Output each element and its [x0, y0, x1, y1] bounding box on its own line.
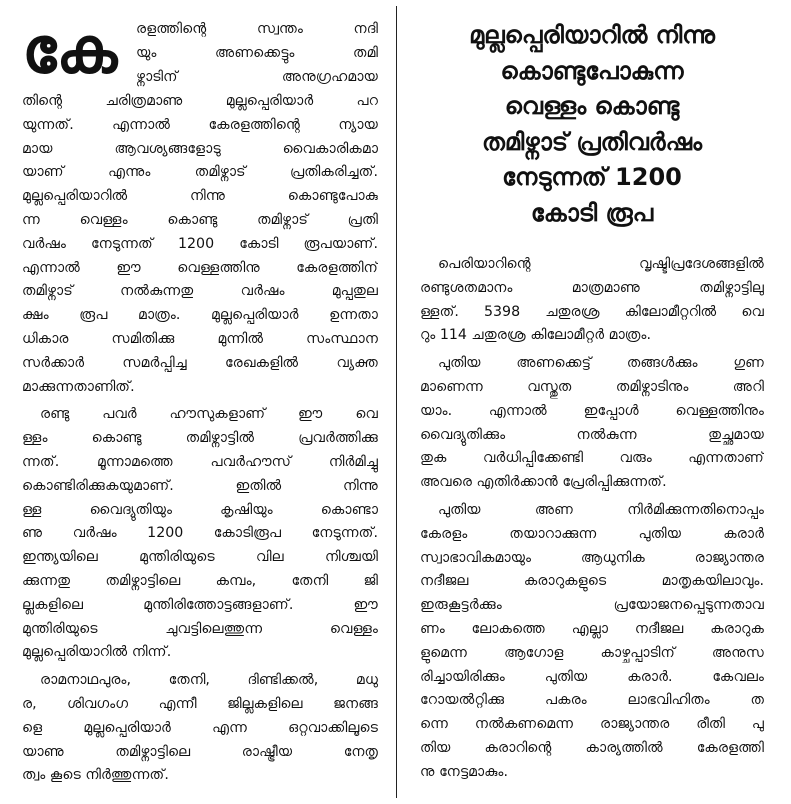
- text-line: ത്വം കൂടെ നിർത്തുന്നത്.: [22, 767, 169, 784]
- text-line: ല്ലകളിലെ മുന്തിരിത്തോട്ടങ്ങളാണ്. ഈ: [22, 596, 378, 613]
- text-line: ണം ലോകത്തെ എല്ലാ നദീജല കരാറുക: [420, 620, 764, 637]
- paragraph: [420, 352, 764, 495]
- text-line: യും അണക്കെട്ടും തമി: [136, 44, 378, 61]
- text-line: എന്നാൽ ഈ വെള്ളത്തിനു കേരളത്തിന്: [22, 259, 378, 276]
- text-line: സ്വാഭാവികമായും ആധുനിക രാജ്യാന്തര: [420, 549, 764, 566]
- text-line: യുന്നത്. എന്നാൽ കേരളത്തിന്റെ ന്യായ: [22, 116, 378, 133]
- text-line: ഇരുകൂട്ടർക്കും പ്രയോജനപ്പെടുന്നതാവ: [420, 597, 764, 614]
- text-line: രളത്തിന്റെ സ്വന്തം നദി: [136, 21, 378, 37]
- column-divider: [396, 6, 397, 798]
- text-line: മുന്തിരിയുടെ ചുവട്ടിലെത്തുന്ന വെള്ളം: [22, 620, 378, 637]
- text-line: തിന്റെ ചരിത്രമാണു മുല്ലപ്പെരിയാർ പറ: [22, 93, 378, 109]
- paragraph: [22, 669, 378, 788]
- text-line: യാം. എന്നാൽ ഇപ്പോൾ വെള്ളത്തിനും: [420, 402, 764, 419]
- headline-line: നേടുന്നത് 1200: [502, 163, 682, 191]
- text-line: ഴ്നാടിന് അനുഗ്രഹമായ: [136, 68, 378, 85]
- text-line: വർഷം നേടുന്നത് 1200 കോടി രൂപയാണ്.: [22, 235, 378, 252]
- text-line: ളെ മുല്ലപ്പെരിയാർ എന്ന ഒറ്റവാക്കിലൂടെ: [22, 719, 378, 736]
- text-line: ധികാര സമിതിക്കു മുന്നിൽ സംസ്ഥാന: [22, 330, 378, 347]
- text-line: ള്ളം കൊണ്ടു തമിഴ്നാട്ടിൽ പ്രവർത്തിക്കു: [22, 430, 378, 447]
- text-line: കേരളം തയാറാക്കുന്ന പുതിയ കരാർ: [420, 525, 764, 542]
- drop-cap: കേ: [22, 14, 118, 88]
- text-line: രാമനാഥപുരം, തേനി, ദിണ്ടിക്കൽ, മധു: [40, 672, 378, 689]
- text-line: വൈദ്യുതിക്കും നൽകുന്ന തുച്ഛമായ: [420, 426, 764, 443]
- left-column: [22, 14, 378, 788]
- text-line: നു നേട്ടമാകും.: [420, 763, 509, 780]
- text-line: മുല്ലപ്പെരിയാറിൽ നിന്ന്.: [22, 644, 172, 661]
- text-line: അവരെ എതിർക്കാൻ പ്രേരിപ്പിക്കുന്നത്.: [420, 474, 667, 491]
- text-line: ര, ശിവഗംഗ എന്നീ ജില്ലകളിലെ ജനങ്ങ: [22, 695, 378, 712]
- text-line: മാക്കുന്നതാണിത്.: [22, 378, 135, 395]
- text-line: ളുമെന്ന ആഗോള കാഴ്ചപ്പാടിന് അനുസ: [420, 644, 764, 661]
- text-line: മായ ആവശ്യങ്ങളോടു വൈകാരികമാ: [22, 140, 378, 157]
- text-line: റോയൽറ്റിക്കു പകരം ലാഭവിഹിതം ത: [420, 692, 764, 709]
- text-line: പെരിയാറിന്റെ വൃഷ്ടിപ്രദേശങ്ങളിൽ: [438, 256, 764, 272]
- text-line: രണ്ടു പവർ ഹൗസുകളാണ് ഈ വെ: [40, 406, 378, 423]
- text-line: സർക്കാർ സമർപ്പിച്ച രേഖകളിൽ വ്യക്ത: [22, 354, 378, 371]
- headline-line: വെള്ളം കൊണ്ടു: [504, 92, 680, 120]
- text-line: യാണ് എന്നും തമിഴ്നാട് പ്രതികരിച്ചത്.: [22, 164, 378, 181]
- text-line: തമിഴ്നാട് നൽകുന്നതു വർഷം മുപ്പതുല: [22, 283, 378, 300]
- text-line: തുക വർധിപ്പിക്കേണ്ടി വരും എന്നതാണ്: [420, 450, 764, 467]
- paragraph: [22, 90, 378, 185]
- text-line: രണ്ടുശതമാനം മാത്രമാണു തമിഴ്നാട്ടിലു: [420, 279, 764, 296]
- headline-line: മുല്ലപ്പെരിയാറിൽ നിന്നു: [469, 21, 715, 49]
- intro-lines: [136, 18, 378, 89]
- text-line: മുല്ലപ്പെരിയാറിൽ നിന്നു കൊണ്ടുപോകു: [22, 188, 378, 205]
- text-line: ക്ഷം രൂപ മാത്രം. മുല്ലപ്പെരിയാർ ഉന്നതാ: [22, 307, 378, 324]
- headline-line: കോടി രൂപ: [530, 198, 654, 227]
- text-line: പുതിയ അണക്കെട്ട് തങ്ങൾക്കും ഗുണ: [438, 355, 764, 372]
- text-line: തിയ കരാറിന്റെ കാര്യത്തിൽ കേരളത്തി: [420, 739, 764, 756]
- opening-block: [22, 14, 378, 90]
- text-line: യാണു തമിഴ്നാട്ടിലെ രാഷ്ട്രീയ നേതൃ: [22, 743, 378, 760]
- text-line: ള്ള വൈദ്യുതിയും കൃഷിയും കൊണ്ടാ: [22, 501, 378, 518]
- headline: [420, 18, 764, 231]
- text-line: മാണെന്ന വസ്തുത തമിഴ്നാടിനും അറി: [420, 378, 764, 395]
- text-line: ന്നത്. മൂന്നാമത്തെ പവർഹൗസ് നിർമിച്ചു: [22, 453, 378, 470]
- paragraph: [420, 253, 764, 348]
- text-line: രിച്ചായിരിക്കും പുതിയ കരാർ. കേവലം: [420, 668, 764, 685]
- paragraph: [420, 499, 764, 785]
- text-line: ള്ളത്. 5398 ചതുരശ്ര കിലോമീറ്ററിൽ വെ: [420, 303, 764, 320]
- paragraph: [22, 257, 378, 400]
- text-line: നദീജല കരാറുകളുടെ മാതൃകയിലാവും.: [420, 573, 764, 590]
- text-line: ന്നെ നൽകണമെന്ന രാജ്യാന്തര രീതി പു: [420, 716, 764, 733]
- paragraph: [22, 403, 378, 665]
- text-line: ഇന്ത്യയിലെ മുന്തിരിയുടെ വില നിശ്ചയി: [22, 549, 378, 566]
- headline-line: തമിഴ്നാട് പ്രതിവർഷം: [481, 127, 702, 156]
- paragraph: [22, 185, 378, 256]
- headline-line: കൊണ്ടുപോകുന്ന: [500, 56, 684, 85]
- text-line: ക്കുന്നതു തമിഴ്നാട്ടിലെ കമ്പം, തേനി ജി: [22, 572, 378, 589]
- text-line: റും 114 ചതുരശ്ര കിലോമീറ്റർ മാത്രം.: [420, 327, 651, 344]
- text-line: കൊണ്ടിരിക്കുകയുമാണ്. ഇതിൽ നിന്നു: [22, 477, 378, 494]
- right-column: [420, 18, 764, 785]
- text-line: ണു വർഷം 1200 കോടിരൂപ നേടുന്നത്.: [22, 525, 378, 542]
- text-line: ന്ന വെള്ളം കൊണ്ടു തമിഴ്നാട് പ്രതി: [22, 211, 378, 228]
- text-line: പുതിയ അണ നിർമിക്കുന്നതിനൊപ്പം: [438, 501, 764, 518]
